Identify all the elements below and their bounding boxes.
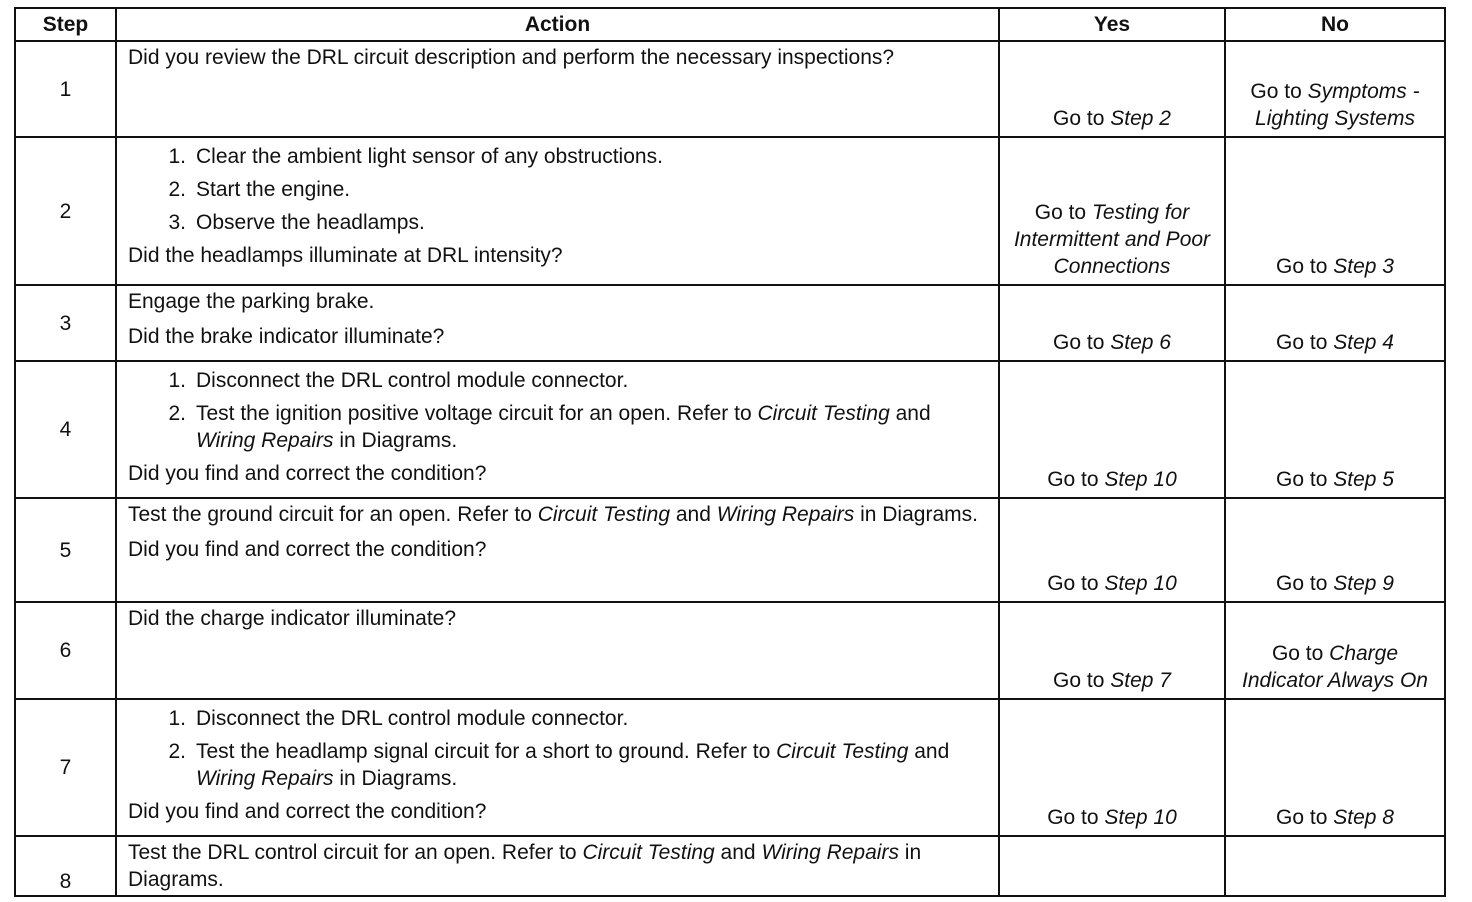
yes-ref: Step 10 bbox=[1104, 572, 1177, 595]
no-cell bbox=[1225, 361, 1445, 498]
yes-cell bbox=[999, 602, 1225, 699]
yes-prefix: Go to bbox=[1053, 669, 1111, 692]
action-cell bbox=[116, 361, 999, 498]
list-item: 1. Disconnect the DRL control module connector. bbox=[168, 369, 629, 392]
no-prefix: Go to bbox=[1276, 806, 1334, 829]
table-row bbox=[15, 41, 1445, 137]
action-cell bbox=[116, 41, 999, 137]
action-cell bbox=[116, 498, 999, 602]
table-row bbox=[15, 285, 1445, 361]
no-prefix: Go to bbox=[1276, 572, 1334, 595]
list-item: 1. Clear the ambient light sensor of any obstructions. bbox=[168, 145, 663, 168]
no-ref: Step 3 bbox=[1333, 255, 1394, 278]
no-ref: Charge Indicator Always On bbox=[1242, 642, 1428, 692]
action-question: Did the brake indicator illuminate? bbox=[128, 325, 445, 348]
yes-cell bbox=[999, 41, 1225, 137]
yes-ref: Step 2 bbox=[1110, 107, 1171, 130]
no-prefix: Go to bbox=[1276, 255, 1334, 278]
yes-ref: Step 10 bbox=[1104, 806, 1177, 829]
action-cell bbox=[116, 836, 999, 896]
header-row bbox=[15, 8, 1445, 41]
no-cell bbox=[1225, 285, 1445, 361]
no-ref: Step 5 bbox=[1333, 468, 1394, 491]
no-cell bbox=[1225, 699, 1445, 836]
yes-cell bbox=[999, 498, 1225, 602]
step-number: 2 bbox=[15, 137, 116, 285]
table-row bbox=[15, 602, 1445, 699]
list-item: 1. Disconnect the DRL control module connector. bbox=[168, 707, 629, 730]
action-cell bbox=[116, 602, 999, 699]
yes-prefix: Go to bbox=[1034, 201, 1092, 224]
header-no: No bbox=[1225, 8, 1445, 41]
yes-ref: Step 7 bbox=[1110, 669, 1171, 692]
action-text: Engage the parking brake. bbox=[128, 290, 375, 313]
yes-cell bbox=[999, 361, 1225, 498]
step-number: 7 bbox=[15, 699, 116, 836]
table-row bbox=[15, 498, 1445, 602]
step-number: 5 bbox=[15, 498, 116, 602]
action-cell bbox=[116, 137, 999, 285]
step-number: 8 bbox=[15, 836, 116, 896]
action-text: Did you review the DRL circuit description and perform the necessary inspections? bbox=[128, 46, 895, 69]
action-question: Did you find and correct the condition? bbox=[128, 462, 487, 485]
no-cell bbox=[1225, 836, 1445, 896]
yes-ref: Step 6 bbox=[1110, 331, 1171, 354]
header-action: Action bbox=[116, 8, 999, 41]
table-row bbox=[15, 836, 1445, 896]
yes-cell bbox=[999, 836, 1225, 896]
step-number: 4 bbox=[15, 361, 116, 498]
header-yes: Yes bbox=[999, 8, 1225, 41]
yes-ref: Testing for Intermittent and Poor Connections bbox=[1013, 201, 1211, 278]
yes-ref: Step 10 bbox=[1104, 468, 1177, 491]
action-text: Test the DRL control circuit for an open. Refer to Circuit Testing and Wiring Repairs in Diagrams. bbox=[128, 841, 922, 891]
no-prefix: Go to bbox=[1276, 331, 1334, 354]
yes-prefix: Go to bbox=[1053, 331, 1111, 354]
no-cell bbox=[1225, 41, 1445, 137]
action-question: Did the headlamps illuminate at DRL intensity? bbox=[128, 244, 563, 267]
no-prefix: Go to bbox=[1271, 642, 1330, 665]
no-ref: Symptoms - Lighting Systems bbox=[1255, 80, 1420, 130]
no-ref: Step 9 bbox=[1333, 572, 1394, 595]
diagnostic-table bbox=[14, 7, 1446, 897]
list-item: 2. Test the ignition positive voltage circuit for an open. Refer to Circuit Testing and Wiring Repairs in Diagrams. bbox=[168, 402, 931, 452]
no-ref: Step 8 bbox=[1333, 806, 1394, 829]
header-step: Step bbox=[15, 8, 116, 41]
yes-prefix: Go to bbox=[1047, 806, 1105, 829]
action-cell bbox=[116, 699, 999, 836]
step-number: 6 bbox=[15, 602, 116, 699]
no-cell bbox=[1225, 602, 1445, 699]
list-item: 3. Observe the headlamps. bbox=[168, 211, 425, 234]
yes-cell bbox=[999, 699, 1225, 836]
no-prefix: Go to bbox=[1276, 468, 1334, 491]
action-text: Test the ground circuit for an open. Refer to Circuit Testing and Wiring Repairs in Diagrams. bbox=[128, 503, 978, 526]
no-ref: Step 4 bbox=[1333, 331, 1394, 354]
yes-cell bbox=[999, 137, 1225, 285]
action-question: Did you find and correct the condition? bbox=[128, 538, 487, 561]
no-prefix: Go to bbox=[1250, 80, 1308, 103]
table-row bbox=[15, 137, 1445, 285]
list-item: 2. Start the engine. bbox=[168, 178, 351, 201]
yes-prefix: Go to bbox=[1053, 107, 1111, 130]
action-cell bbox=[116, 285, 999, 361]
table-row bbox=[15, 361, 1445, 498]
no-cell bbox=[1225, 137, 1445, 285]
step-number: 3 bbox=[15, 285, 116, 361]
yes-prefix: Go to bbox=[1047, 468, 1105, 491]
table-row bbox=[15, 699, 1445, 836]
step-number: 1 bbox=[15, 41, 116, 137]
action-text: Did the charge indicator illuminate? bbox=[128, 607, 457, 630]
no-cell bbox=[1225, 498, 1445, 602]
action-question: Did you find and correct the condition? bbox=[128, 800, 487, 823]
yes-prefix: Go to bbox=[1047, 572, 1105, 595]
yes-cell bbox=[999, 285, 1225, 361]
list-item: 2. Test the headlamp signal circuit for a short to ground. Refer to Circuit Testing and Wiring Repairs in Diagrams. bbox=[168, 740, 950, 790]
